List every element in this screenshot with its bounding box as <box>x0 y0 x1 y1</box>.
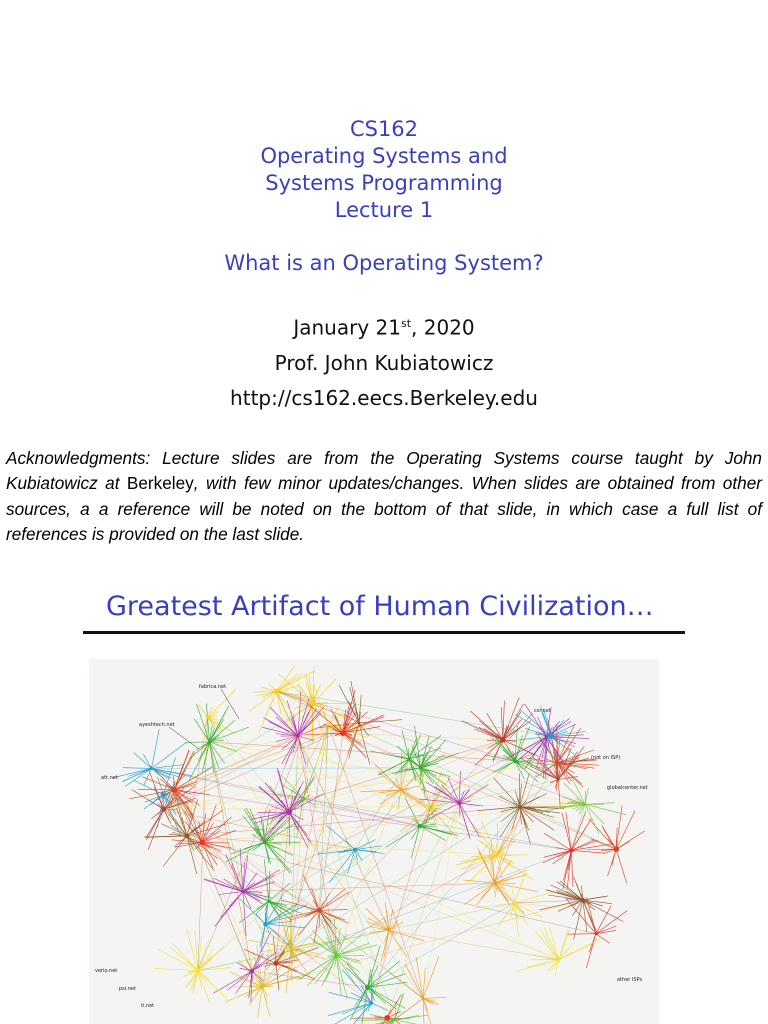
map-node <box>548 733 554 739</box>
map-edge <box>422 779 431 807</box>
map-edge <box>459 803 470 839</box>
map-link <box>343 733 401 790</box>
map-edge <box>123 768 152 781</box>
map-node <box>581 898 586 903</box>
map-node <box>260 984 264 988</box>
map-edge <box>544 928 559 960</box>
lecture-number: Lecture 1 <box>334 198 434 222</box>
map-node <box>263 840 267 844</box>
map-edge <box>475 740 503 766</box>
map-link <box>265 703 313 842</box>
map-link <box>291 703 313 947</box>
map-edge <box>431 779 449 808</box>
map-node <box>250 969 255 974</box>
map-edge <box>498 903 514 927</box>
map-link <box>163 795 423 999</box>
map-node <box>334 953 339 958</box>
map-edge <box>319 910 348 911</box>
map-edge <box>134 753 152 769</box>
map-edge <box>423 998 439 1004</box>
map-node <box>388 929 391 932</box>
map-edge <box>503 701 505 740</box>
map-label-right2: globalcenter.net <box>607 785 648 791</box>
map-link <box>265 924 371 1003</box>
map-node <box>365 985 370 990</box>
map-edge <box>423 998 447 999</box>
map-edge <box>420 826 446 840</box>
map-edge <box>143 754 151 768</box>
map-edge <box>596 911 627 934</box>
map-edge <box>243 870 280 892</box>
map-node <box>241 890 245 894</box>
map-edge <box>501 708 503 740</box>
map-node <box>370 1001 373 1004</box>
map-edge <box>123 768 152 769</box>
map-edge <box>497 855 533 880</box>
map-edge <box>411 826 419 858</box>
map-node <box>353 848 357 852</box>
map-node <box>557 778 560 781</box>
map-node <box>429 806 432 809</box>
map-edge <box>459 785 488 804</box>
map-edge <box>571 850 573 887</box>
map-edge <box>459 803 479 837</box>
map-edge <box>276 734 298 737</box>
map-label-bottom-left1: verio.net <box>95 968 118 974</box>
label-leader <box>509 713 533 739</box>
map-edge <box>389 922 403 930</box>
map-node <box>555 761 558 764</box>
acknowledgment-paragraph <box>6 446 762 547</box>
map-edge <box>204 880 243 892</box>
slide-heading: Greatest Artifact of Human Civilization… <box>106 591 654 622</box>
map-edge <box>359 720 402 723</box>
map-node <box>613 846 619 852</box>
map-link <box>497 763 557 855</box>
map-edge <box>243 892 246 936</box>
map-edge <box>586 934 596 968</box>
map-node <box>286 809 292 815</box>
map-edge <box>262 987 267 1003</box>
map-link <box>497 807 520 855</box>
map-node <box>569 848 574 853</box>
map-node <box>206 716 209 719</box>
map-link <box>163 723 359 795</box>
ack-part2: Berkeley <box>126 473 194 494</box>
date-suffix: st <box>400 317 412 330</box>
map-node <box>358 722 361 725</box>
professor-name: Prof. John Kubiatowicz <box>274 350 494 375</box>
map-link <box>163 725 328 795</box>
ack-part1: Acknowledgments: Lecture slides are from the Operating Systems course taught by John Kubiatowicz at <box>6 448 762 494</box>
map-node <box>512 901 516 905</box>
course-url: http://cs162.eecs.Berkeley.edu <box>230 385 538 410</box>
map-link <box>152 768 252 971</box>
map-edge <box>381 930 389 962</box>
map-link <box>174 790 243 892</box>
map-link <box>276 691 387 1018</box>
map-edge <box>596 926 617 934</box>
date-main: January 21 <box>293 315 401 340</box>
map-node <box>274 689 279 694</box>
map-link <box>319 910 371 1003</box>
map-edge <box>398 790 401 809</box>
map-edge <box>497 821 498 855</box>
map-edge <box>431 807 466 827</box>
map-link <box>174 736 298 790</box>
map-link <box>368 807 520 987</box>
map-edge <box>423 998 424 1023</box>
map-edge <box>319 892 349 910</box>
map-label-upper-right: csr.net <box>534 708 551 714</box>
map-edge <box>514 871 527 904</box>
map-edge <box>218 892 243 895</box>
map-edge <box>174 750 189 790</box>
map-edge <box>154 969 198 971</box>
map-link <box>291 780 559 948</box>
lecture-date <box>0 306 768 346</box>
map-node <box>419 766 423 770</box>
map-edge <box>158 949 198 970</box>
map-node <box>418 824 422 828</box>
map-node <box>400 789 402 791</box>
map-node <box>289 946 292 949</box>
lecture-info <box>0 306 768 416</box>
map-edge <box>210 742 219 768</box>
map-edge <box>253 842 265 851</box>
map-edge <box>291 941 336 948</box>
map-edge <box>355 987 368 1006</box>
map-node <box>311 701 315 705</box>
map-link <box>152 768 420 826</box>
map-edge <box>583 900 624 922</box>
map-node <box>384 1015 390 1021</box>
map-edge <box>332 1003 372 1024</box>
map-edge <box>134 781 163 795</box>
map-link <box>298 736 423 998</box>
map-node <box>267 900 270 903</box>
map-node <box>161 792 165 796</box>
map-node <box>495 853 498 856</box>
map-edge <box>346 1003 372 1024</box>
map-node <box>340 730 346 736</box>
map-edge <box>208 690 236 718</box>
map-label-left: att.net <box>101 775 118 781</box>
map-node <box>457 801 461 805</box>
map-label-right1: (not on ISP) <box>591 755 621 761</box>
map-edge <box>282 736 298 764</box>
map-edge <box>572 778 585 804</box>
map-edge <box>421 768 448 786</box>
map-edge <box>239 901 269 923</box>
map-node <box>393 1018 396 1021</box>
map-edge <box>585 804 599 834</box>
map-edge <box>533 757 559 780</box>
map-edge <box>366 908 389 930</box>
map-edge <box>163 836 187 867</box>
map-edge <box>535 931 559 960</box>
map-node <box>273 961 278 966</box>
map-edge <box>202 830 221 842</box>
map-edge <box>372 1003 389 1010</box>
map-edges <box>113 666 645 1024</box>
internet-map-graph <box>89 659 659 1024</box>
map-link <box>368 903 514 987</box>
map-link <box>265 725 329 842</box>
map-edge <box>199 704 208 717</box>
map-link <box>163 795 319 911</box>
map-edge <box>307 956 336 987</box>
map-edge <box>411 826 420 839</box>
map-edge <box>571 840 598 850</box>
date-year: , 2020 <box>411 315 475 340</box>
map-link <box>298 736 395 1020</box>
map-link <box>164 763 557 810</box>
map-node <box>407 757 410 760</box>
map-node <box>558 958 561 961</box>
label-leader <box>169 727 199 749</box>
map-edge <box>514 891 555 903</box>
map-node <box>327 723 330 726</box>
map-edge <box>558 780 560 808</box>
map-link <box>210 742 252 971</box>
map-edge <box>515 960 559 972</box>
map-link <box>276 723 359 963</box>
map-edge <box>210 727 249 742</box>
map-node <box>263 922 267 926</box>
map-edge <box>402 730 409 759</box>
map-node <box>518 805 522 809</box>
map-edge <box>146 809 163 840</box>
map-edge <box>152 729 160 768</box>
map-edge <box>328 1003 371 1016</box>
map-link <box>291 768 421 948</box>
map-link <box>187 807 520 836</box>
map-link <box>187 740 503 836</box>
map-edge <box>369 930 389 932</box>
map-node <box>317 908 322 913</box>
map-edge <box>495 883 538 892</box>
map-edge <box>170 947 198 971</box>
map-edge <box>269 901 289 911</box>
map-edge <box>556 890 583 900</box>
map-node <box>301 796 305 800</box>
map-edge <box>563 850 571 880</box>
map-label-bottom-left3: it.net <box>141 1003 155 1009</box>
map-edge <box>479 840 498 855</box>
map-node <box>494 882 496 884</box>
map-node <box>208 740 211 743</box>
map-edge <box>318 850 355 854</box>
map-edge <box>370 1014 395 1020</box>
map-edge <box>198 971 228 1000</box>
map-node <box>545 735 548 738</box>
map-node <box>594 932 597 935</box>
map-node <box>296 734 300 738</box>
map-edge <box>585 803 614 805</box>
map-node <box>161 807 166 812</box>
map-link <box>389 930 559 959</box>
map-edge <box>213 971 252 993</box>
lecture-subtitle: What is an Operating System? <box>224 251 544 275</box>
course-title-line2: Systems Programming <box>265 171 503 195</box>
map-link <box>174 790 571 851</box>
map-edge <box>616 849 626 883</box>
map-edge <box>347 964 368 987</box>
map-node <box>513 759 517 763</box>
map-node <box>422 997 425 1000</box>
map-edge <box>227 971 252 990</box>
map-edge <box>329 992 372 1003</box>
internet-map-image <box>89 659 659 1024</box>
map-edge <box>460 855 497 862</box>
map-edge <box>567 934 596 935</box>
map-label-top: fabrica.net <box>199 684 227 690</box>
map-node <box>500 737 506 743</box>
map-edge <box>395 1020 421 1024</box>
map-edge <box>313 679 336 704</box>
map-node <box>195 968 200 973</box>
map-edge <box>493 761 515 773</box>
map-edge <box>355 850 385 854</box>
map-node <box>150 767 153 770</box>
map-edge <box>129 768 152 776</box>
map-link <box>389 803 459 930</box>
map-label-bottom-left2: psi.net <box>119 986 136 992</box>
map-edge <box>557 763 583 787</box>
map-edge <box>252 953 264 971</box>
map-edge <box>495 883 509 902</box>
ack-part3: , with few minor updates/changes. When slides are obtained from other sources, a a reference will be noted on the bottom of that slide, in which case a full list of references is provided on the last slide. <box>6 473 762 544</box>
map-edge <box>276 674 303 692</box>
map-node <box>199 840 204 845</box>
map-label-bottom-right: other ISPs <box>617 977 643 983</box>
map-edge <box>589 819 617 850</box>
map-edge <box>596 906 611 934</box>
map-link <box>198 790 401 971</box>
map-edge <box>571 850 603 853</box>
map-node <box>171 787 177 793</box>
map-edge <box>423 956 439 998</box>
map-edge <box>420 826 459 835</box>
map-edge <box>229 892 243 907</box>
map-edge <box>198 968 231 971</box>
map-edge <box>585 804 604 824</box>
map-link <box>152 768 560 959</box>
heading-underline <box>83 631 685 634</box>
map-edge <box>130 790 175 799</box>
title-block <box>0 116 768 224</box>
map-link <box>202 804 585 842</box>
map-edge <box>423 998 433 1024</box>
map-edge <box>574 900 583 939</box>
map-edge <box>596 930 616 933</box>
map-edge <box>319 889 345 910</box>
map-link <box>459 761 515 803</box>
map-link <box>265 740 503 842</box>
map-link <box>164 723 359 809</box>
map-node <box>584 803 586 805</box>
course-title-line1: Operating Systems and <box>260 144 508 168</box>
map-edge <box>585 804 626 814</box>
map-edge <box>235 987 262 988</box>
map-node <box>185 834 190 839</box>
map-label-upper-left: ayeshtech.net <box>139 722 175 728</box>
map-link <box>571 804 585 850</box>
map-edge <box>113 768 152 777</box>
course-code: CS162 <box>349 117 419 141</box>
